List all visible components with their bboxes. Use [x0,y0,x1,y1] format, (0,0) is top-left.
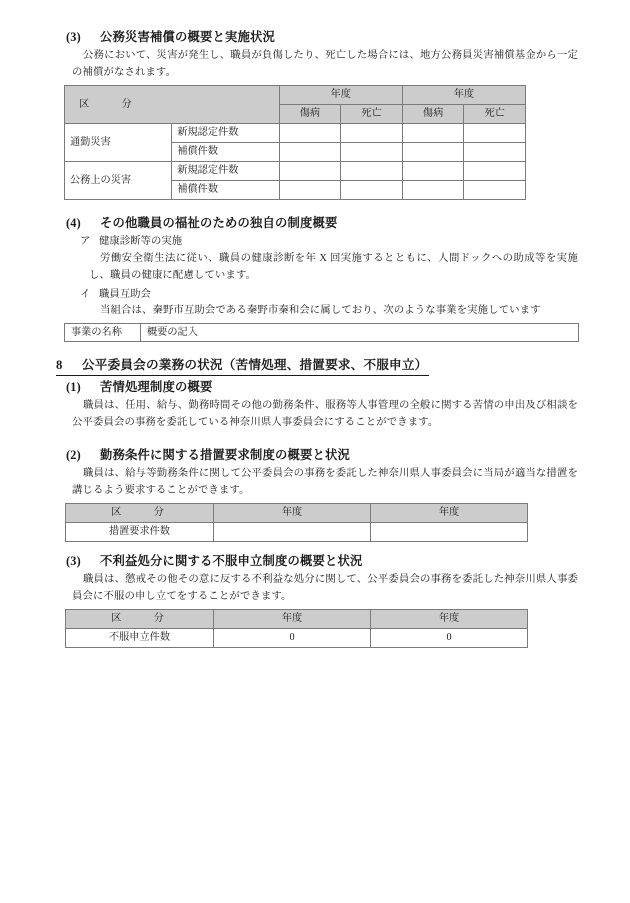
header-cell-year-1: 年度 [279,86,402,105]
header-cell-kubun: 区 分 [66,503,214,522]
heading-section-8-1 [52,380,578,395]
list-marker-a: ア [80,236,91,248]
section-4-item-i-paragraph: 当組合は、秦野市互助会である秦野市秦和会に属しており、次のような事業を実施しています [100,305,541,317]
spacer [52,200,578,216]
cell-value: 0 [214,628,371,647]
heading-section-8-2 [52,448,578,463]
table-mutual-aid-projects [64,323,579,342]
header-cell-kubun: 区 分 [66,609,214,628]
table-row [65,162,526,181]
cell-value [341,124,403,143]
header-cell-year-2: 年度 [371,503,528,522]
table-row [65,324,579,342]
table-work-injury-compensation [64,85,526,200]
cell-value [402,143,464,162]
heading-section-8-number: 8 [56,358,63,373]
table-measure-requests [65,503,528,542]
list-item-i-title: 職員互助会 [99,288,151,300]
heading-section-8-2-number: (2) [66,447,81,462]
heading-section-3-number: (3) [66,30,81,44]
heading-section-4-title: その他職員の福祉のための独自の制度概要 [100,216,338,231]
list-item-a-title: 健康診断等の実施 [99,236,183,248]
table-row [66,522,528,541]
heading-section-3-title: 公務災害補償の概要と実施状況 [100,30,275,44]
table-row-header [66,609,528,628]
header-cell-kubun: 区 分 [65,86,280,124]
section-8-3-paragraph: 職員は、懲戒その他その意に反する不利益な処分に関して、公平委員会の事務を委託した神奈川県人事委員会に不服の申し立てをすることができます。 [72,574,578,603]
cell-value [279,124,341,143]
row-item-label: 新規認定件数 [172,124,279,143]
header-cell-year-1: 年度 [214,609,371,628]
list-marker-i: イ [80,288,91,300]
spacer [52,434,578,448]
cell-value [464,124,526,143]
cell-project-description: 概要の記入 [141,324,579,342]
header-cell-sub-3: 死亡 [464,105,526,124]
row-label-measure-request-count: 措置要求件数 [66,522,214,541]
header-cell-sub-2: 傷病 [402,105,464,124]
spacer [52,342,578,357]
cell-value [279,143,341,162]
cell-value [279,181,341,200]
cell-value [371,522,528,541]
cell-value [402,181,464,200]
list-item-health-checkup [52,234,578,251]
heading-section-8-title: 公平委員会の業務の状況（苦情処理、措置要求、不服申立） [82,358,428,373]
cell-value [464,181,526,200]
section-3-paragraph: 公務において、災害が発生し、職員が負傷したり、死亡した場合には、地方公務員災害補償基金から一定の補償がなされます。 [72,50,578,79]
cell-value [464,162,526,181]
cell-value [341,181,403,200]
spacer [52,542,578,554]
heading-section-4-number: (4) [66,216,81,231]
cell-value [279,162,341,181]
heading-section-8-underline [56,357,429,375]
heading-section-4 [52,216,578,231]
cell-value: 0 [371,628,528,647]
cell-value [341,162,403,181]
cell-value [464,143,526,162]
table-row [66,628,528,647]
table-row-header [66,503,528,522]
section-8-2-paragraph: 職員は、給与等勤務条件に関して公平委員会の事務を委託した神奈川県人事委員会に当局が適当な措置を講じるよう要求することができます。 [72,468,578,497]
cell-value [402,124,464,143]
header-cell-year-2: 年度 [402,86,525,105]
cell-value [402,162,464,181]
heading-section-3 [52,30,578,45]
cell-value [341,143,403,162]
row-category-commuting-injury: 通勤災害 [65,124,172,162]
heading-section-8-3 [52,554,578,569]
table-appeals [65,609,528,648]
heading-section-8-1-title: 苦情処理制度の概要 [100,379,213,394]
row-category-official-duty-injury: 公務上の災害 [65,162,172,200]
heading-section-8-3-title: 不利益処分に関する不服申立制度の概要と状況 [100,553,363,568]
heading-section-8-1-number: (1) [66,379,81,394]
table-row-header-top [65,86,526,105]
row-item-label: 新規認定件数 [172,162,279,181]
header-cell-sub-0: 傷病 [279,105,341,124]
list-item-mutual-aid [52,287,578,304]
heading-section-8-2-title: 勤務条件に関する措置要求制度の概要と状況 [100,447,350,462]
row-item-label: 補償件数 [172,143,279,162]
row-label-appeal-count: 不服申立件数 [66,628,214,647]
cell-value [214,522,371,541]
heading-section-8 [52,357,578,377]
table-row [65,124,526,143]
row-item-label: 補償件数 [172,181,279,200]
section-8-1-paragraph: 職員は、任用、給与、勤務時間その他の勤務条件、服務等人事管理の全般に関する苦情の申出及び相談を公平委員会の事務を委託している神奈川県人事委員会にすることができます。 [72,400,578,429]
heading-section-8-3-number: (3) [66,553,81,568]
header-cell-sub-1: 死亡 [341,105,403,124]
header-cell-year-1: 年度 [214,503,371,522]
section-4-item-a-paragraph: 労働安全衛生法に従い、職員の健康診断を年 X 回実施するとともに、人間ドックへの助成等を実施し、職員の健康に配慮しています。 [89,253,578,281]
header-cell-year-2: 年度 [371,609,528,628]
cell-project-name-label: 事業の名称 [65,324,141,342]
